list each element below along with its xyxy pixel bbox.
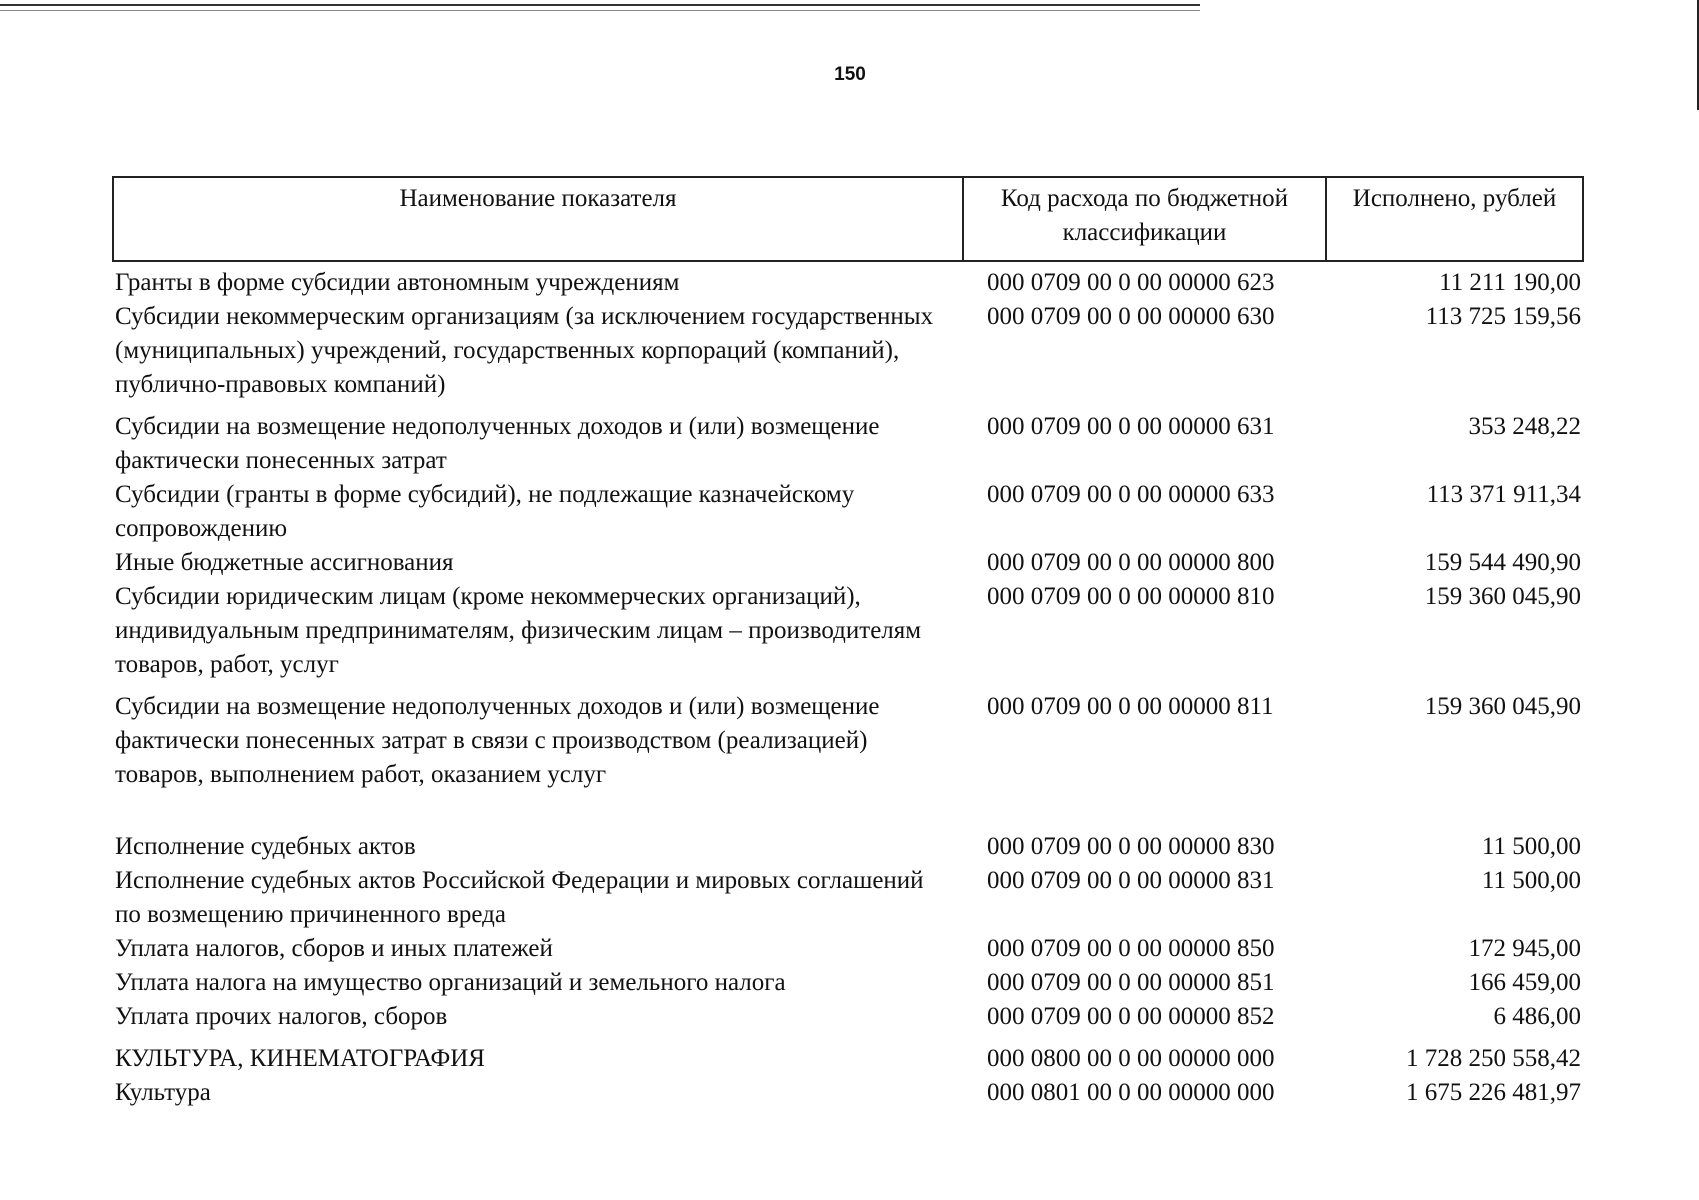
row-name: Культура — [115, 1079, 211, 1106]
table-row — [113, 1076, 1583, 1110]
row-name: Уплата прочих налогов, сборов — [115, 1003, 448, 1030]
row-amount: 1 675 226 481,97 — [1406, 1079, 1581, 1106]
row-code: 000 0709 00 0 00 00000 852 — [987, 1003, 1275, 1030]
table-row — [113, 402, 1583, 478]
row-name: Гранты в форме субсидии автономным учреждениям — [115, 269, 680, 296]
row-amount: 159 544 490,90 — [1424, 549, 1581, 576]
row-amount: 11 500,00 — [1481, 867, 1581, 894]
table-row — [113, 1000, 1583, 1034]
row-name: Субсидии (гранты в форме субсидий), не подлежащие казначейскому сопровождению — [115, 481, 855, 542]
row-code: 000 0709 00 0 00 00000 631 — [987, 413, 1275, 440]
table-row — [113, 864, 1583, 932]
row-code: 000 0709 00 0 00 00000 810 — [987, 583, 1275, 610]
row-code: 000 0709 00 0 00 00000 830 — [987, 833, 1275, 860]
row-amount: 11 211 190,00 — [1439, 269, 1581, 296]
table-body — [113, 261, 1583, 1110]
row-code: 000 0709 00 0 00 00000 633 — [987, 481, 1275, 508]
row-name: Субсидии на возмещение недополученных доходов и (или) возмещение фактически понесенных затрат — [115, 413, 880, 474]
row-name: Исполнение судебных актов Российской Федерации и мировых соглашений по возмещению причиненного вреда — [115, 867, 924, 928]
table-row — [113, 300, 1583, 402]
row-amount: 113 725 159,56 — [1425, 303, 1581, 330]
row-code: 000 0709 00 0 00 00000 831 — [987, 867, 1275, 894]
row-name: КУЛЬТУРА, КИНЕМАТОГРАФИЯ — [115, 1045, 485, 1072]
row-amount: 11 500,00 — [1481, 833, 1581, 860]
top-border-line — [0, 4, 1200, 6]
row-name: Субсидии некоммерческим организациям (за исключением государственных (муниципальных) учреждений, государственных корпораций (компаний), публично-правовых компаний) — [115, 303, 934, 398]
row-code: 000 0709 00 0 00 00000 623 — [987, 269, 1275, 296]
header-name: Наименование показателя — [113, 177, 963, 261]
row-name: Исполнение судебных актов — [115, 833, 416, 860]
table-row — [113, 261, 1583, 300]
table-row — [113, 580, 1583, 682]
table-header — [113, 177, 1583, 261]
header-amount: Исполнено, рублей — [1326, 177, 1583, 261]
row-amount: 1 728 250 558,42 — [1406, 1045, 1581, 1072]
row-name: Уплата налога на имущество организаций и земельного налога — [115, 969, 786, 996]
page-number: 150 — [834, 64, 866, 85]
table-row — [113, 478, 1583, 546]
table-row — [113, 792, 1583, 864]
row-code: 000 0709 00 0 00 00000 811 — [987, 693, 1274, 720]
row-code: 000 0800 00 0 00 00000 000 — [987, 1045, 1275, 1072]
row-name: Уплата налогов, сборов и иных платежей — [115, 935, 553, 962]
table-row — [113, 1034, 1583, 1076]
top-border-line-thin — [0, 10, 1200, 11]
header-row — [113, 177, 1583, 261]
table-row — [113, 932, 1583, 966]
table-row — [113, 966, 1583, 1000]
row-name: Субсидии юридическим лицам (кроме некоммерческих организаций), индивидуальным предпринимателям, физическим лицам – производителям товаров, работ, услуг — [115, 583, 922, 678]
row-amount: 159 360 045,90 — [1424, 693, 1581, 720]
row-amount: 166 459,00 — [1468, 969, 1581, 996]
row-code: 000 0709 00 0 00 00000 630 — [987, 303, 1275, 330]
row-amount: 159 360 045,90 — [1424, 583, 1581, 610]
header-code: Код расхода по бюджетной классификации — [963, 177, 1326, 261]
row-code: 000 0709 00 0 00 00000 850 — [987, 935, 1275, 962]
table-row — [113, 546, 1583, 580]
budget-execution-table — [112, 176, 1584, 1110]
row-amount: 353 248,22 — [1468, 413, 1581, 440]
row-name: Иные бюджетные ассигнования — [115, 549, 454, 576]
row-amount: 172 945,00 — [1468, 935, 1581, 962]
row-amount: 113 371 911,34 — [1426, 481, 1581, 508]
row-code: 000 0709 00 0 00 00000 851 — [987, 969, 1275, 996]
row-code: 000 0801 00 0 00 00000 000 — [987, 1079, 1275, 1106]
table-row — [113, 682, 1583, 792]
row-amount: 6 486,00 — [1493, 1003, 1581, 1030]
row-name: Субсидии на возмещение недополученных доходов и (или) возмещение фактически понесенных затрат в связи с производством (реализацией) товаров, выполнением работ, оказанием услуг — [115, 693, 880, 788]
row-code: 000 0709 00 0 00 00000 800 — [987, 549, 1275, 576]
